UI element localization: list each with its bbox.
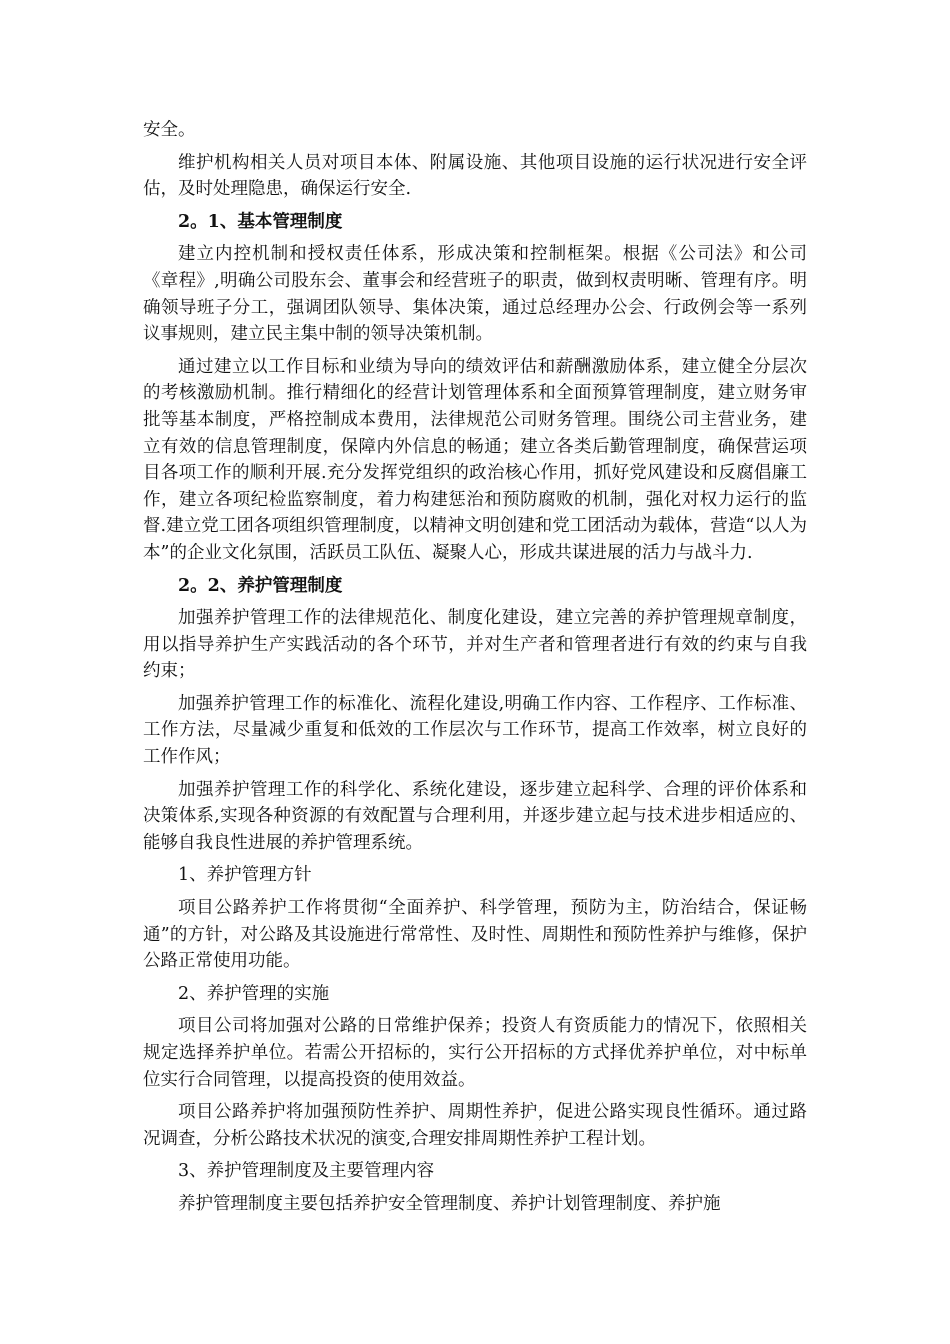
paragraph: 项目公司将加强对公路的日常维护保养；投资人有资质能力的情况下，依照相关规定选择养护单位。若需公开招标的，实行公开招标的方式择优养护单位，对中标单位实行合同管理，以提高投资的使用效益。 xyxy=(143,1016,807,1090)
paragraph: 通过建立以工作目标和业绩为导向的绩效评估和薪酬激励体系，建立健全分层次的考核激励机制。推行精细化的经营计划管理体系和全面预算管理制度，建立财务审批等基本制度，严格控制成本费用，法律规范公司财务管理。围绕公司主营业务，建立有效的信息管理制度，保障内外信息的畅通；建立各类后勤管理制度，确保营运项目各项工作的顺利开展.充分发挥党组织的政治核心作用，抓好党风建设和反腐倡廉工作，建立各项纪检监察制度，着力构建惩治和预防腐败的机制，强化对权力运行的监督.建立党工团各项组织管理制度，以精神文明创建和党工团活动为载体，营造“以人为本”的企业文化氛围，活跃员工队伍、凝聚人心，形成共谋进展的活力与战斗力. xyxy=(143,356,807,563)
paragraph: 建立内控机制和授权责任体系，形成决策和控制框架。根据《公司法》和公司《章程》,明确公司股东会、董事会和经营班子的职责，做到权责明晰、管理有序。明确领导班子分工，强调团队领导、集体决策，通过总经理办公会、行政例会等一系列议事规则，建立民主集中制的领导决策机制。 xyxy=(143,244,807,345)
paragraph: 加强养护管理工作的科学化、系统化建设，逐步建立起科学、合理的评价体系和决策体系,实现各种资源的有效配置与合理利用，并逐步建立起与技术进步相适应的、能够自我良性进展的养护管理系统。 xyxy=(143,779,807,853)
paragraph: 加强养护管理工作的法律规范化、制度化建设，建立完善的养护管理规章制度，用以指导养护生产实践活动的各个环节，并对生产者和管理者进行有效的约束与自我约束； xyxy=(143,608,807,682)
subsection-heading: 1、养护管理方针 xyxy=(178,865,312,886)
document-body xyxy=(143,117,807,1224)
subsection-heading: 3、养护管理制度及主要管理内容 xyxy=(178,1161,435,1182)
paragraph: 项目公路养护将加强预防性养护、周期性养护，促进公路实现良性循环。通过路况调查，分析公路技术状况的演变,合理安排周期性养护工程计划。 xyxy=(143,1102,807,1149)
paragraph: 养护管理制度主要包括养护安全管理制度、养护计划管理制度、养护施 xyxy=(178,1193,721,1214)
paragraph: 项目公路养护工作将贯彻“全面养护、科学管理，预防为主，防治结合，保证畅通”的方针，对公路及其设施进行常常性、及时性、周期性和预防性养护与维修，保护公路正常使用功能。 xyxy=(143,898,807,972)
paragraph: 加强养护管理工作的标准化、流程化建设,明确工作内容、工作程序、工作标准、工作方法，尽量减少重复和低效的工作层次与工作环节，提高工作效率，树立良好的工作作风； xyxy=(143,693,807,768)
section-heading: 2。1、基本管理制度 xyxy=(178,211,343,232)
subsection-heading: 2、养护管理的实施 xyxy=(178,983,330,1004)
paragraph: 维护机构相关人员对项目本体、附属设施、其他项目设施的运行状况进行安全评估，及时处理隐患，确保运行安全. xyxy=(143,152,807,200)
section-heading: 2。2、养护管理制度 xyxy=(178,575,343,596)
paragraph-continuation: 安全。 xyxy=(143,120,196,140)
